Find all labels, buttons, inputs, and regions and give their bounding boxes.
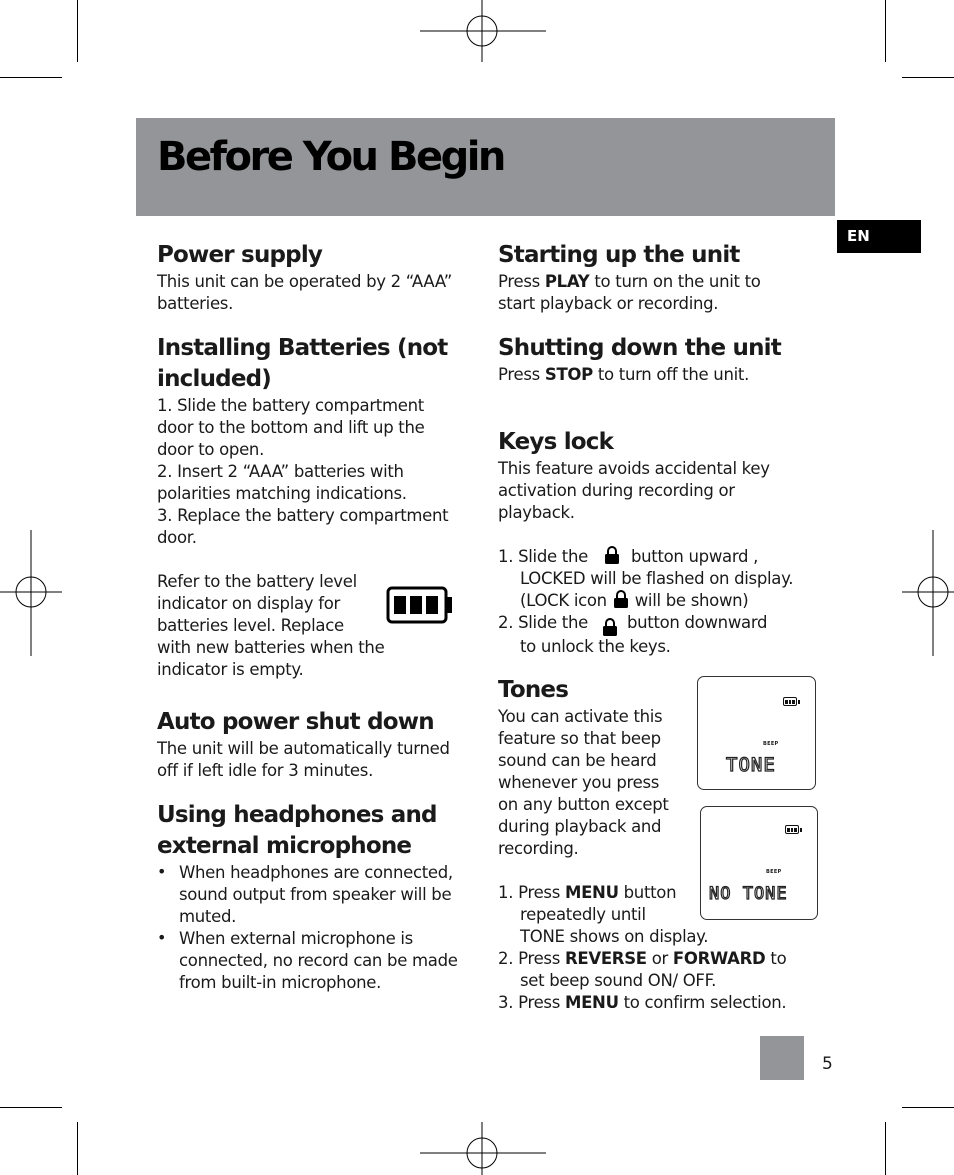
key-name: FORWARD bbox=[672, 949, 766, 968]
key-name: MENU bbox=[564, 883, 619, 902]
key-name: PLAY bbox=[544, 272, 590, 291]
step-line: TONE shows on display. bbox=[520, 927, 709, 946]
registration-mark-top bbox=[420, 0, 546, 62]
crop-mark bbox=[885, 0, 886, 62]
battery-icon bbox=[785, 825, 799, 834]
step-line: door to the bottom and lift up the bbox=[157, 418, 425, 437]
step-line: 2. Slide the button downward bbox=[498, 612, 793, 636]
padlock-icon bbox=[612, 590, 630, 608]
section-heading: Tones bbox=[498, 677, 569, 703]
installing-batteries-section bbox=[157, 333, 448, 681]
crop-mark bbox=[0, 1107, 62, 1108]
bullet-line: When headphones are connected, bbox=[179, 863, 453, 882]
battery-note-line: indicator is empty. bbox=[157, 660, 304, 679]
bullet-line: muted. bbox=[179, 907, 237, 926]
body-line: on any button except bbox=[498, 795, 669, 814]
power-supply-section bbox=[157, 240, 452, 315]
step-line: 2. Insert 2 “AAA” batteries with bbox=[157, 462, 404, 481]
crop-mark bbox=[885, 1122, 886, 1175]
bullet-marker: • bbox=[157, 928, 167, 947]
step-line: 1. Press MENU button bbox=[498, 883, 677, 902]
full-battery-icon bbox=[386, 586, 454, 624]
crop-mark bbox=[0, 77, 62, 78]
language-label: EN bbox=[847, 227, 870, 245]
language-tab bbox=[837, 220, 921, 253]
bullet-line: from built-in microphone. bbox=[179, 973, 382, 992]
body-line: sound can be heard bbox=[498, 751, 657, 770]
body-line: The unit will be automatically turned bbox=[157, 739, 450, 758]
body-line: playback. bbox=[498, 503, 575, 522]
crop-mark bbox=[902, 1107, 954, 1108]
battery-note-line: Refer to the battery level bbox=[157, 572, 357, 591]
section-heading: Shutting down the unit bbox=[498, 335, 781, 361]
step-line: door. bbox=[157, 528, 197, 547]
padlock-icon bbox=[593, 616, 627, 636]
section-heading: Keys lock bbox=[498, 429, 614, 455]
body-line: during playback and bbox=[498, 817, 662, 836]
step-line: 3. Press MENU to confirm selection. bbox=[498, 993, 787, 1012]
bullet-marker: • bbox=[157, 862, 167, 881]
bullet-line: sound output from speaker will be bbox=[179, 885, 452, 904]
section-heading: external microphone bbox=[157, 833, 412, 859]
registration-mark-left bbox=[0, 530, 62, 656]
body-line: You can activate this bbox=[498, 707, 663, 726]
section-heading: Auto power shut down bbox=[157, 709, 434, 735]
list-item bbox=[157, 862, 458, 928]
key-name: REVERSE bbox=[564, 949, 647, 968]
body-line: batteries. bbox=[157, 294, 234, 313]
step-line: door to open. bbox=[157, 440, 265, 459]
auto-power-section bbox=[157, 707, 450, 782]
body-line: off if left idle for 3 minutes. bbox=[157, 761, 374, 780]
headphones-section bbox=[157, 800, 458, 994]
body-line: Press PLAY to turn on the unit to bbox=[498, 272, 761, 291]
battery-note-line: indicator on display for bbox=[157, 594, 340, 613]
step-line: to unlock the keys. bbox=[520, 637, 671, 656]
section-heading: Installing Batteries (not bbox=[157, 335, 448, 361]
crop-mark bbox=[77, 1122, 78, 1175]
battery-icon bbox=[783, 697, 797, 706]
step-line: (LOCK icon will be shown) bbox=[520, 591, 749, 610]
section-heading: Starting up the unit bbox=[498, 242, 740, 268]
key-name: MENU bbox=[564, 993, 619, 1012]
section-heading: included) bbox=[157, 366, 271, 392]
step-line: 1. Slide the button upward , bbox=[498, 547, 759, 566]
padlock-icon bbox=[599, 546, 625, 564]
beep-indicator: BEEP bbox=[766, 869, 782, 875]
registration-mark-bottom bbox=[420, 1122, 546, 1175]
step-line: repeatedly until bbox=[520, 905, 646, 924]
starting-section bbox=[498, 240, 761, 315]
body-line: start playback or recording. bbox=[498, 294, 719, 313]
body-line: recording. bbox=[498, 839, 579, 858]
step-line: set beep sound ON/ OFF. bbox=[520, 971, 717, 990]
step-line: polarities matching indications. bbox=[157, 484, 407, 503]
step-line: 2. Press REVERSE or FORWARD to bbox=[498, 949, 787, 968]
lcd-display-tone bbox=[697, 676, 816, 790]
lcd-display-no-tone bbox=[700, 806, 818, 920]
page-number-box bbox=[760, 1036, 804, 1080]
list-item bbox=[157, 928, 458, 994]
bullet-line: connected, no record can be made bbox=[179, 951, 458, 970]
section-heading: Power supply bbox=[157, 242, 323, 268]
crop-mark bbox=[902, 77, 954, 78]
body-line: This unit can be operated by 2 “AAA” bbox=[157, 272, 453, 291]
crop-mark bbox=[77, 0, 78, 62]
shutting-section bbox=[498, 333, 781, 386]
page-title: Before You Begin bbox=[157, 134, 504, 180]
keys-lock-section bbox=[498, 427, 793, 658]
body-line: Press STOP to turn off the unit. bbox=[498, 365, 750, 384]
lcd-text: NO TONE bbox=[709, 884, 788, 904]
body-line: whenever you press bbox=[498, 773, 660, 792]
section-heading: Using headphones and bbox=[157, 802, 437, 828]
lcd-text: TONE bbox=[726, 754, 776, 776]
body-line: This feature avoids accidental key bbox=[498, 459, 770, 478]
body-line: activation during recording or bbox=[498, 481, 735, 500]
step-line: 3. Replace the battery compartment bbox=[157, 506, 449, 525]
battery-note-line: with new batteries when the bbox=[157, 638, 385, 657]
beep-indicator: BEEP bbox=[763, 741, 779, 747]
battery-note-line: batteries level. Replace bbox=[157, 616, 344, 635]
body-line: feature so that beep bbox=[498, 729, 661, 748]
registration-mark-right bbox=[902, 530, 954, 656]
page-number: 5 bbox=[822, 1054, 833, 1074]
key-name: STOP bbox=[544, 365, 593, 384]
bullet-line: When external microphone is bbox=[179, 929, 413, 948]
step-line: LOCKED will be flashed on display. bbox=[520, 569, 794, 588]
step-line: 1. Slide the battery compartment bbox=[157, 396, 424, 415]
